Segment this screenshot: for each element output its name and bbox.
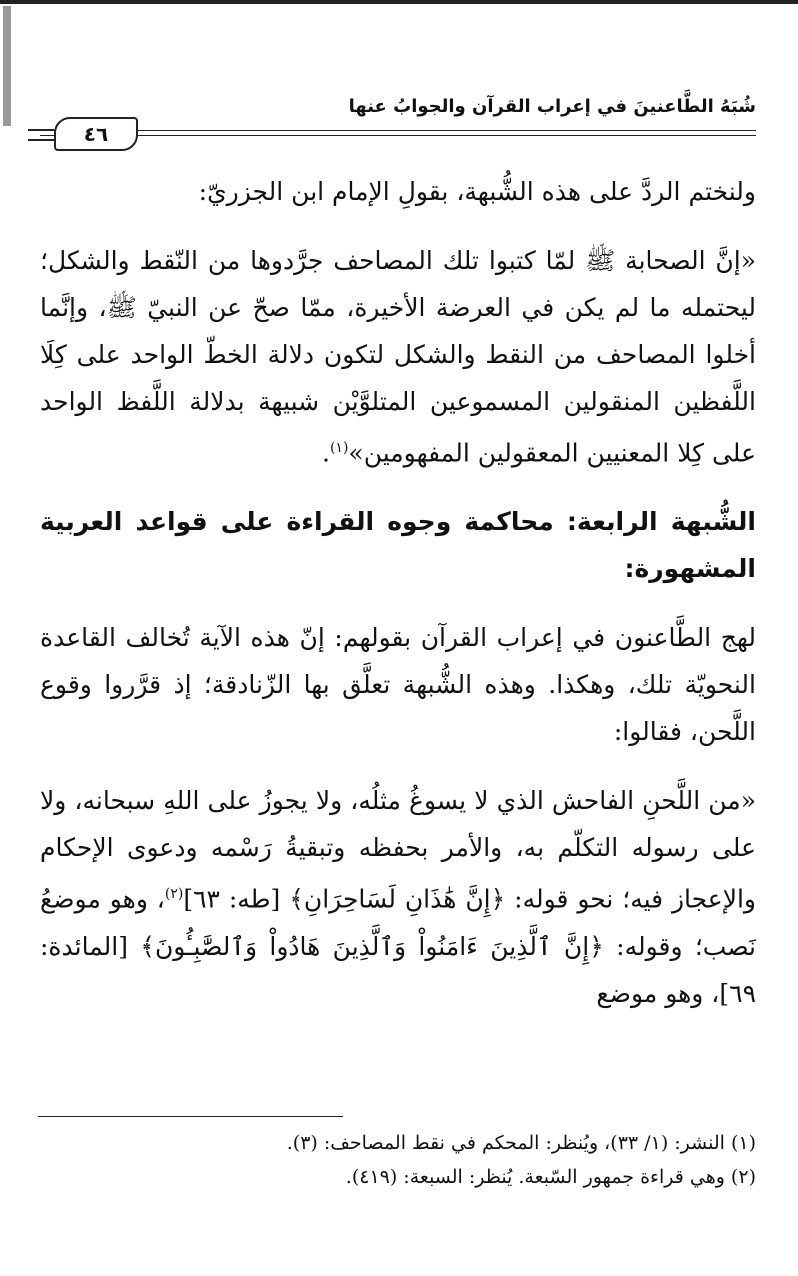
- section-heading: الشُّبهة الرابعة: محاكمة وجوه القراءة على قواعد العربية المشهورة:: [40, 507, 756, 584]
- header-rule-bottom: [40, 135, 756, 136]
- page-number: ٤٦: [54, 117, 138, 151]
- page-top-edge: [0, 0, 798, 4]
- footnotes: [40, 1126, 756, 1194]
- main-text: [40, 168, 756, 1039]
- paragraph-1: ولنختم الردَّ على هذه الشُّبهة، بقولِ الإمام ابن الجزريّ:: [198, 177, 756, 206]
- quote-ibn-jazari: «إنَّ الصحابة ﷺ لمّا كتبوا تلك المصاحف جرَّدوها من النّقط والشكل؛ ليحتمله ما لم يكن في العرضة الأخيرة، ممّا صحّ عن النبيّ ﷺ، وإنَّما أخلوا المصاحف من النقط والشكل لتكون دلالة الخطّ الواحد على كِلَا اللَّفظين المنقولين المسموعين المتلوَّيْن شبيهة بدلالة اللَّفظ الواحد على كِلا المعنيين المعقولين المفهومين»: [40, 246, 756, 468]
- running-title: شُبَهُ الطَّاعنينَ في إعراب القرآن والجوابُ عنها: [348, 96, 756, 117]
- page-number-lines: [28, 129, 54, 141]
- quote-part-1: «من اللَّحنِ الفاحش الذي لا يسوغُ مثلُه، ولا يجوزُ على اللهِ سبحانه، ولا على رسوله التكلّم به، والأمر بحفظه وتبقيةُ رَسْمه ودعوى الإحكام والإعجاز فيه؛ نحو قوله: ﴿إِنَّ هَٰذَانِ لَسَاحِرَانِ﴾ [طه: ٦٣]: [40, 786, 756, 914]
- footnote-2: (٢) وهي قراءة جمهور السّبعة. يُنظر: السبعة: (٤١٩).: [345, 1166, 756, 1188]
- footnote-ref-2: (٢): [164, 886, 184, 903]
- footnote-separator: [38, 1116, 343, 1117]
- paragraph-4: [40, 777, 756, 1016]
- footnote-ref-1: (١): [329, 440, 349, 456]
- quote-part-2: ، وهو موضعُ نَصب؛ وقوله: ﴿إِنَّ ٱلَّذِينَ ءَامَنُواْ وَٱلَّذِينَ هَادُواْ وَٱلصَّٰبِـُٔونَ﴾ [المائدة: ٦٩]، وهو موضع: [40, 884, 756, 1008]
- running-header: [40, 96, 756, 130]
- header-rule-top: [40, 130, 756, 131]
- paragraph-2-end: .: [322, 438, 330, 468]
- page-binding-shadow: [3, 6, 11, 126]
- paragraph-2: [40, 237, 756, 476]
- paragraph-3: لهج الطَّاعنون في إعراب القرآن بقولهم: إنّ هذه الآية تُخالف القاعدة النحويّة تلك، وهكذا. وهذه الشُّبهة تعلَّق بها الزّنادقة؛ إذ قرَّروا وقوع اللَّحن، فقالوا:: [40, 623, 756, 747]
- page-number-ornament: [28, 117, 138, 151]
- footnote-1: (١) النشر: (١/ ٣٣)، ويُنظر: المحكم في نقط المصاحف: (٣).: [286, 1132, 756, 1154]
